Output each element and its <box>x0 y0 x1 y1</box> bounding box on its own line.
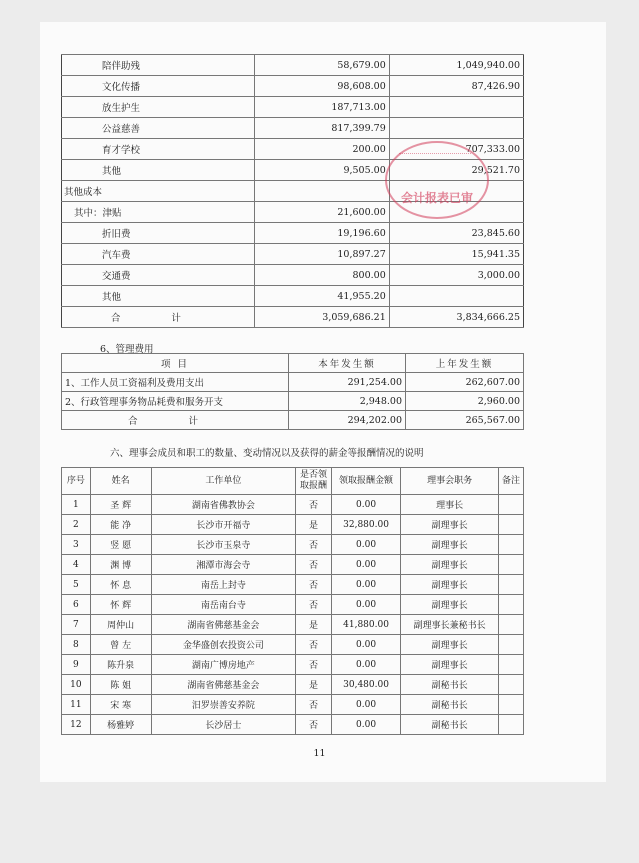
row-label: 折旧费 <box>62 223 255 244</box>
cell-role: 副理事长兼秘书长 <box>401 615 499 635</box>
cell-name: 怀 辉 <box>90 595 151 615</box>
cell-name: 能 净 <box>90 515 151 535</box>
col-header-unit: 工作单位 <box>151 468 296 495</box>
cell-name: 曾 左 <box>90 635 151 655</box>
table-row <box>62 595 524 615</box>
cell-role: 副理事长 <box>401 535 499 555</box>
cell-role: 副秘书长 <box>401 715 499 735</box>
table-row <box>62 373 524 392</box>
table-row <box>62 118 524 139</box>
row-label: 放生护生 <box>62 97 255 118</box>
cell-note <box>498 615 523 635</box>
row-current: 21,600.00 <box>254 202 389 223</box>
cell-paid: 是 <box>296 675 331 695</box>
table-row <box>62 535 524 555</box>
page-number: 11 <box>313 748 326 759</box>
cell-no: 7 <box>62 615 91 635</box>
cell-paid: 否 <box>296 715 331 735</box>
cell-amount: 0.00 <box>331 635 401 655</box>
cell-no: 11 <box>62 695 91 715</box>
total-current: 294,202.00 <box>289 411 406 430</box>
total-row <box>62 307 524 328</box>
row-previous <box>389 97 523 118</box>
cell-paid: 是 <box>296 615 331 635</box>
cell-amount: 0.00 <box>331 595 401 615</box>
cell-unit: 湖南广博房地产 <box>151 655 296 675</box>
cell-role: 副理事长 <box>401 575 499 595</box>
row-previous: 2,960.00 <box>406 392 524 411</box>
management-expense-table <box>61 353 524 430</box>
row-label: 交通费 <box>62 265 255 286</box>
table-row <box>62 392 524 411</box>
cell-no: 12 <box>62 715 91 735</box>
row-label: 育才学校 <box>62 139 255 160</box>
row-previous: 1,049,940.00 <box>389 55 523 76</box>
total-label: 合 计 <box>62 411 289 430</box>
cell-paid: 否 <box>296 595 331 615</box>
row-label: 汽车费 <box>62 244 255 265</box>
cell-unit: 南岳上封寺 <box>151 575 296 595</box>
row-previous: 29,521.70 <box>389 160 523 181</box>
col-header-previous: 上年发生额 <box>406 354 524 373</box>
cell-note <box>498 675 523 695</box>
cell-no: 4 <box>62 555 91 575</box>
row-previous: 15,941.35 <box>389 244 523 265</box>
table-row <box>62 555 524 575</box>
cell-name: 陈升泉 <box>90 655 151 675</box>
cell-name: 周仲山 <box>90 615 151 635</box>
row-label: 其中：津贴 <box>62 202 255 223</box>
row-label: 其他 <box>62 286 255 307</box>
table-row <box>62 635 524 655</box>
total-row <box>62 411 524 430</box>
table-row <box>62 695 524 715</box>
cell-name: 宋 寒 <box>90 695 151 715</box>
row-label: 其他成本 <box>62 181 255 202</box>
col-header-current: 本年发生额 <box>289 354 406 373</box>
row-previous: 707,333.00 <box>389 139 523 160</box>
col-header-paid: 是否领取报酬 <box>296 468 331 495</box>
cell-note <box>498 635 523 655</box>
cell-paid: 是 <box>296 515 331 535</box>
total-previous: 265,567.00 <box>406 411 524 430</box>
col-header-role: 理事会职务 <box>401 468 499 495</box>
table-row <box>62 55 524 76</box>
cell-unit: 长沙居士 <box>151 715 296 735</box>
cell-no: 5 <box>62 575 91 595</box>
cell-amount: 0.00 <box>331 495 401 515</box>
cell-amount: 0.00 <box>331 695 401 715</box>
table-row <box>62 515 524 535</box>
row-current: 9,505.00 <box>254 160 389 181</box>
cell-unit: 长沙市玉泉寺 <box>151 535 296 555</box>
table-row <box>62 655 524 675</box>
cell-amount: 0.00 <box>331 715 401 735</box>
cell-role: 副理事长 <box>401 515 499 535</box>
cell-role: 副理事长 <box>401 655 499 675</box>
total-current: 3,059,686.21 <box>254 307 389 328</box>
row-current: 291,254.00 <box>289 373 406 392</box>
table-row <box>62 675 524 695</box>
cell-paid: 否 <box>296 635 331 655</box>
row-previous: 3,000.00 <box>389 265 523 286</box>
stamp-text: 会计报表已审 <box>400 191 473 205</box>
cell-no: 8 <box>62 635 91 655</box>
table-row <box>62 223 524 244</box>
table-row <box>62 715 524 735</box>
board-members-table <box>61 467 524 735</box>
row-current: 200.00 <box>254 139 389 160</box>
row-current: 817,399.79 <box>254 118 389 139</box>
cell-paid: 否 <box>296 695 331 715</box>
cell-note <box>498 655 523 675</box>
row-label: 2、行政管理事务物品耗费和服务开支 <box>62 392 289 411</box>
row-label: 1、工作人员工资福利及费用支出 <box>62 373 289 392</box>
cell-paid: 否 <box>296 535 331 555</box>
col-header-item: 项 目 <box>62 354 289 373</box>
total-label: 合 计 <box>62 307 255 328</box>
section-6-title: 6、管理费用 <box>100 344 154 355</box>
cell-name: 怀 息 <box>90 575 151 595</box>
row-current: 58,679.00 <box>254 55 389 76</box>
cell-note <box>498 595 523 615</box>
cell-name: 渊 博 <box>90 555 151 575</box>
row-current: 187,713.00 <box>254 97 389 118</box>
cell-unit: 金华盛创农投资公司 <box>151 635 296 655</box>
table-row <box>62 495 524 515</box>
row-current <box>254 181 389 202</box>
cell-note <box>498 575 523 595</box>
cell-note <box>498 715 523 735</box>
row-current: 19,196.60 <box>254 223 389 244</box>
row-label: 其他 <box>62 160 255 181</box>
cell-role: 副秘书长 <box>401 675 499 695</box>
cell-unit: 湖南省佛慈基金会 <box>151 675 296 695</box>
col-header-amount: 领取报酬金额 <box>331 468 401 495</box>
table-row <box>62 97 524 118</box>
cell-no: 2 <box>62 515 91 535</box>
audit-stamp <box>385 141 489 219</box>
cell-note <box>498 555 523 575</box>
row-current: 10,897.27 <box>254 244 389 265</box>
cell-name: 竖 愿 <box>90 535 151 555</box>
cell-paid: 否 <box>296 555 331 575</box>
cell-name: 陈 姐 <box>90 675 151 695</box>
total-previous: 3,834,666.25 <box>389 307 523 328</box>
row-current: 800.00 <box>254 265 389 286</box>
cell-role: 理事长 <box>401 495 499 515</box>
row-current: 2,948.00 <box>289 392 406 411</box>
cell-name: 圣 辉 <box>90 495 151 515</box>
row-label: 陪伴助残 <box>62 55 255 76</box>
row-previous: 87,426.90 <box>389 76 523 97</box>
cell-role: 副理事长 <box>401 635 499 655</box>
cell-unit: 湖南省佛教协会 <box>151 495 296 515</box>
cell-role: 副秘书长 <box>401 695 499 715</box>
cell-unit: 长沙市开福寺 <box>151 515 296 535</box>
cell-no: 1 <box>62 495 91 515</box>
cell-amount: 0.00 <box>331 555 401 575</box>
cell-unit: 湖南省佛慈基金会 <box>151 615 296 635</box>
row-current: 98,608.00 <box>254 76 389 97</box>
table-row <box>62 265 524 286</box>
row-label: 公益慈善 <box>62 118 255 139</box>
table-row <box>62 76 524 97</box>
cell-amount: 0.00 <box>331 655 401 675</box>
col-header-name: 姓名 <box>90 468 151 495</box>
cell-name: 杨雅婷 <box>90 715 151 735</box>
cell-amount: 30,480.00 <box>331 675 401 695</box>
table-row <box>62 244 524 265</box>
row-label: 文化传播 <box>62 76 255 97</box>
cell-note <box>498 535 523 555</box>
cell-unit: 汨罗崇善安养院 <box>151 695 296 715</box>
cell-note <box>498 515 523 535</box>
row-previous: 262,607.00 <box>406 373 524 392</box>
row-previous: 23,845.60 <box>389 223 523 244</box>
cell-note <box>498 495 523 515</box>
cell-amount: 0.00 <box>331 535 401 555</box>
cell-no: 9 <box>62 655 91 675</box>
cell-paid: 否 <box>296 495 331 515</box>
row-current: 41,955.20 <box>254 286 389 307</box>
cell-no: 10 <box>62 675 91 695</box>
cell-role: 副理事长 <box>401 555 499 575</box>
cell-unit: 湘潭市海会寺 <box>151 555 296 575</box>
cell-note <box>498 695 523 715</box>
table-row <box>62 575 524 595</box>
cell-paid: 否 <box>296 575 331 595</box>
cell-no: 3 <box>62 535 91 555</box>
cell-amount: 0.00 <box>331 575 401 595</box>
cell-unit: 南岳南台寺 <box>151 595 296 615</box>
table-row <box>62 615 524 635</box>
section-7-title: 六、理事会成员和职工的数量、变动情况以及获得的薪金等报酬情况的说明 <box>110 448 424 459</box>
row-previous <box>389 118 523 139</box>
col-header-no: 序号 <box>62 468 91 495</box>
cell-no: 6 <box>62 595 91 615</box>
cell-paid: 否 <box>296 655 331 675</box>
table-row <box>62 286 524 307</box>
cell-role: 副理事长 <box>401 595 499 615</box>
cell-amount: 41,880.00 <box>331 615 401 635</box>
row-previous <box>389 286 523 307</box>
col-header-note: 备注 <box>498 468 523 495</box>
cell-amount: 32,880.00 <box>331 515 401 535</box>
